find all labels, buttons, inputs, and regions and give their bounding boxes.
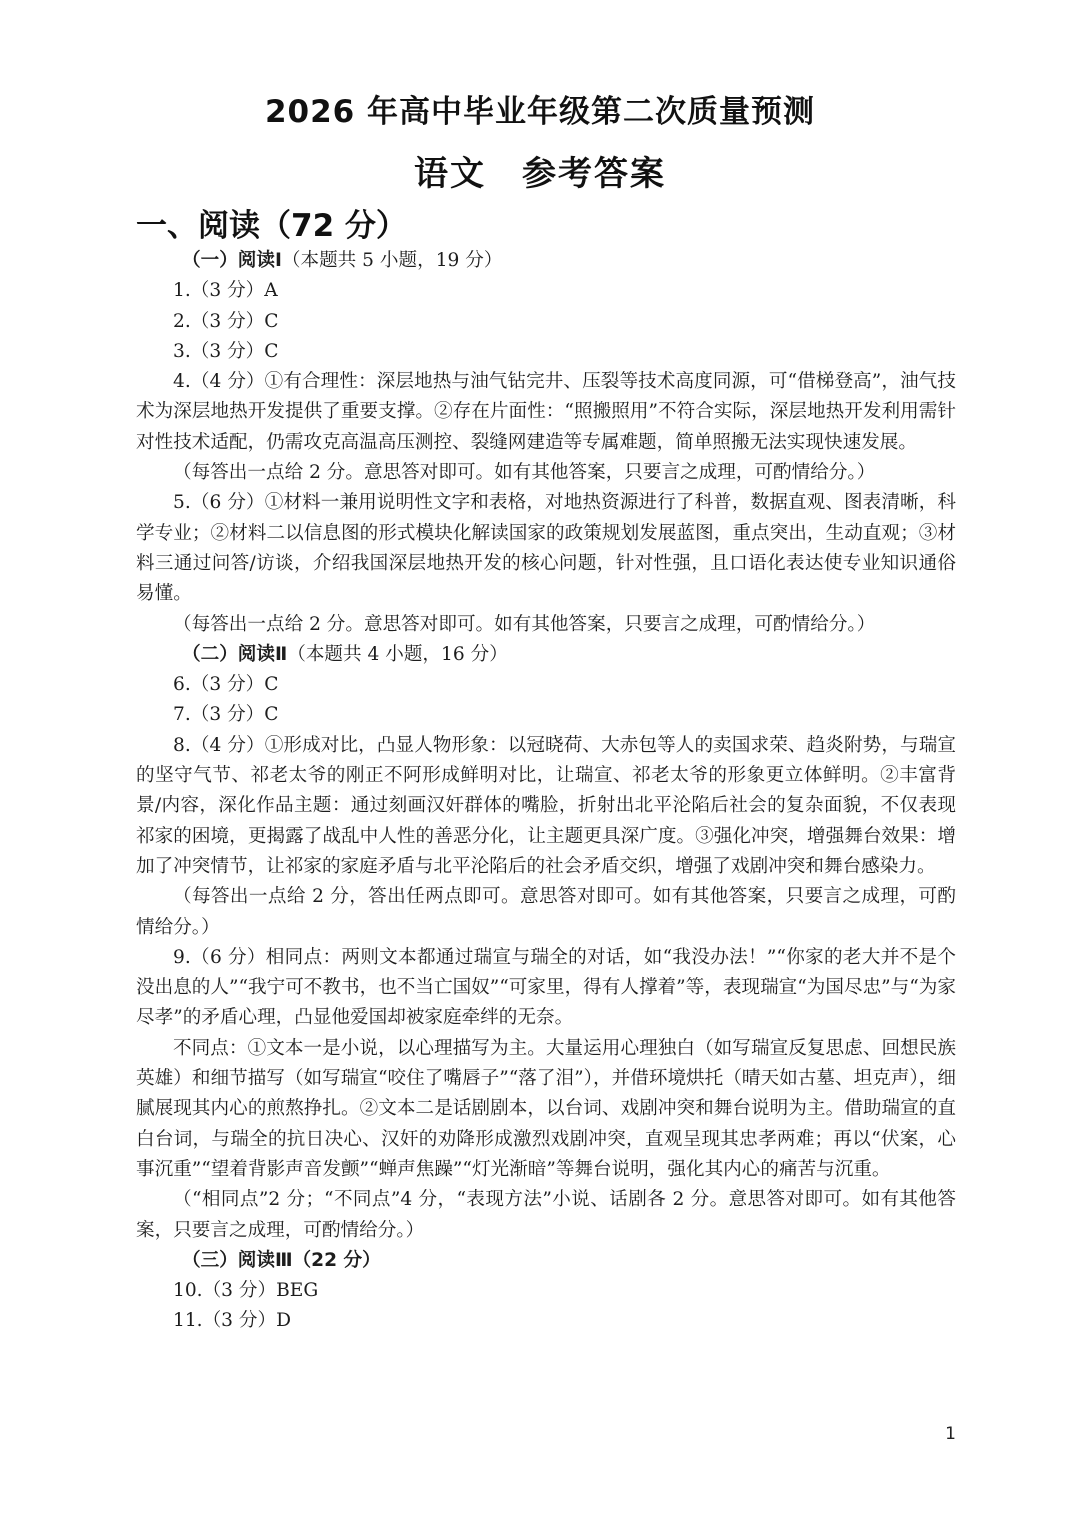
answer-q2: 2.（3 分）C: [173, 310, 279, 332]
answer-q9-diff: 不同点：①文本一是小说，以心理描写为主。大量运用心理独白（如写瑞宣反复思虑、回想民族英雄）和细节描写（如写瑞宣“咬住了嘴唇子”“落了泪”），并借环境烘托（晴天如古墓、坦克声），细腻展现其内心的煎熬挣扎。②文本二是话剧剧本，以台词、戏剧冲突和舞台说明为主。借助瑞宣的直白台词，与瑞全的抗日决心、汉奸的劝降形成激烈戏剧冲突，直观呈现其忠孝两难；再以“伏案，心事沉重”“望着背影声音发颤”“蝉声焦躁”“灯光渐暗”等舞台说明，强化其内心的痛苦与沉重。: [136, 1037, 956, 1180]
answer-q9-note: （“相同点”2 分；“不同点”4 分，“表现方法”小说、话剧各 2 分。意思答对即可。如有其他答案，只要言之成理，可酌情给分。）: [136, 1189, 956, 1241]
answer-q5: 5.（6 分）①材料一兼用说明性文字和表格，对地热资源进行了科普，数据直观、图表清晰，科学专业；②材料二以信息图的形式模块化解读国家的政策规划发展蓝图，重点突出，生动直观；③材料三通过问答/访谈，介绍我国深层地热开发的核心问题，针对性强，且口语化表达使专业知识通俗易懂。: [136, 492, 956, 605]
answer-q5-note: （每答出一点给 2 分。意思答对即可。如有其他答案，只要言之成理，可酌情给分。）: [173, 613, 876, 635]
section-heading-reading: 一、阅读（72 分）: [136, 208, 407, 244]
part1-heading-bold: （一）阅读Ⅰ: [182, 250, 282, 271]
answer-content: [136, 246, 956, 1337]
page-number: 1: [945, 1424, 956, 1444]
answer-key-title: 参考答案: [522, 154, 666, 194]
part1-heading-detail: （本题共 5 小题，19 分）: [281, 250, 503, 271]
subject-title: [0, 146, 1080, 195]
answer-q9-same: 9.（6 分）相同点：两则文本都通过瑞宣与瑞全的对话，如“我没办法！”“你家的老大并不是个没出息的人”“我宁可不教书，也不当亡国奴”“可家里，得有人撑着”等，表现瑞宣“为国尽忠”与“为家尽孝”的矛盾心理，凸显他爱国却被家庭牵绊的无奈。: [136, 946, 956, 1029]
exam-title: 2026 年高中毕业年级第二次质量预测: [264, 94, 816, 130]
subject-name: 语文: [414, 154, 486, 194]
part2-heading: [136, 640, 956, 670]
answer-q8-note: （每答出一点给 2 分，答出任两点即可。意思答对即可。如有其他答案，只要言之成理，可酌情给分。）: [136, 886, 956, 938]
answer-q3: 3.（3 分）C: [173, 340, 279, 362]
answer-q6: 6.（3 分）C: [173, 674, 279, 696]
answer-q11: 11.（3 分）D: [173, 1310, 291, 1332]
answer-q7: 7.（3 分）C: [173, 704, 279, 726]
answer-q10: 10.（3 分）BEG: [173, 1280, 319, 1302]
part3-heading: （三）阅读Ⅲ（22 分）: [182, 1249, 381, 1271]
answer-q4-note: （每答出一点给 2 分。意思答对即可。如有其他答案，只要言之成理，可酌情给分。）: [173, 462, 876, 484]
part1-heading: [136, 246, 956, 276]
part2-heading-bold: （二）阅读Ⅱ: [182, 643, 288, 665]
answer-q8: 8.（4 分）①形成对比，凸显人物形象：以冠晓荷、大赤包等人的卖国求荣、趋炎附势，与瑞宣的坚守气节、祁老太爷的刚正不阿形成鲜明对比，让瑞宣、祁老太爷的形象更立体鲜明。②丰富背景/内容，深化作品主题：通过刻画汉奸群体的嘴脸，折射出北平沦陷后社会的复杂面貌，不仅表现祁家的困境，更揭露了战乱中人性的善恶分化，让主题更具深广度。③强化冲突，增强舞台效果：增加了冲突情节，让祁家的家庭矛盾与北平沦陷后的社会矛盾交织，增强了戏剧冲突和舞台感染力。: [136, 734, 956, 877]
part2-heading-detail: （本题共 4 小题，16 分）: [287, 643, 508, 665]
answer-q1: 1.（3 分）A: [173, 280, 278, 302]
answer-q4: 4.（4 分）①有合理性：深层地热与油气钻完井、压裂等技术高度同源，可“借梯登高”，油气技术为深层地热开发提供了重要支撑。②存在片面性：“照搬照用”不符合实际，深层地热开发利用需针对性技术适配，仍需攻克高温高压测控、裂缝网建造等专属难题，简单照搬无法实现快速发展。: [136, 371, 956, 453]
